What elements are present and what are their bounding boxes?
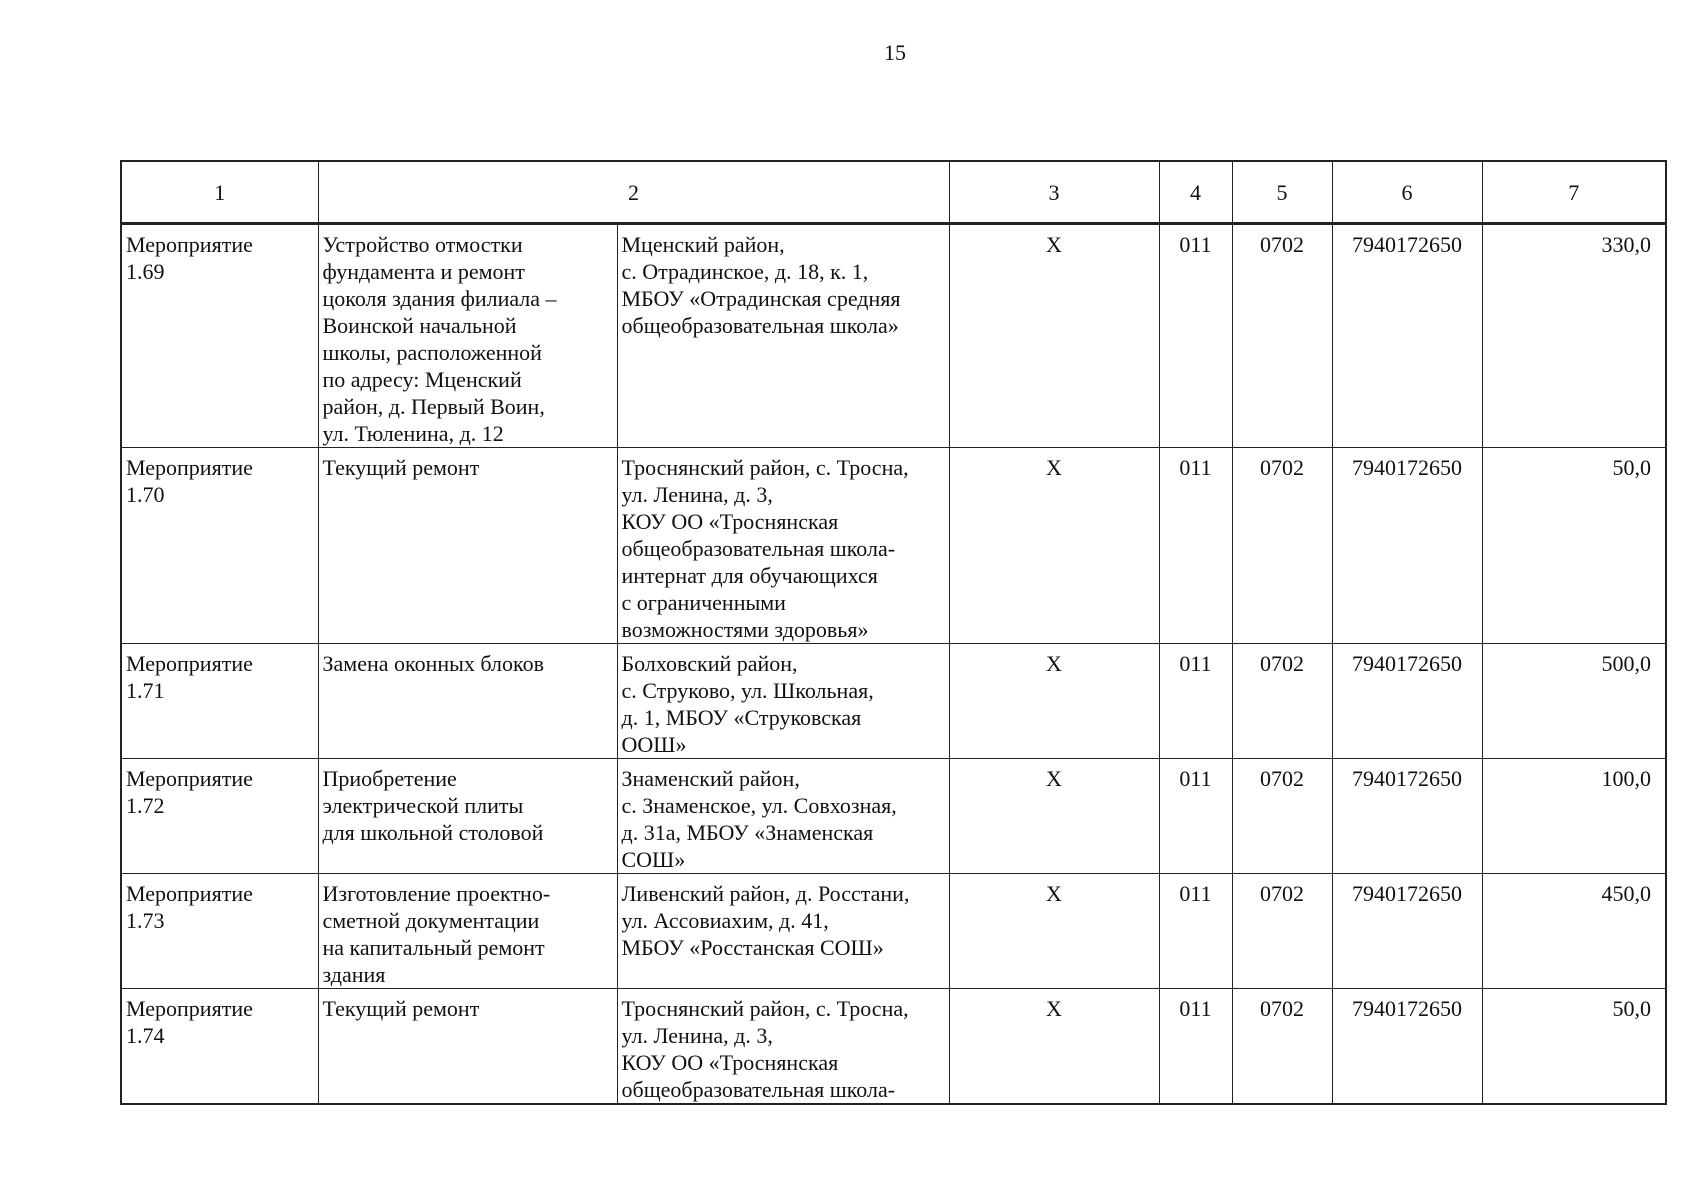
col7-cell: 100,0 xyxy=(1482,759,1666,874)
address-cell: Мценский район, с. Отрадинское, д. 18, к. 1, МБОУ «Отрадинская средняя общеобразовательная школа» xyxy=(617,224,949,448)
event-cell: Мероприятие 1.71 xyxy=(121,644,318,759)
col5-cell: 0702 xyxy=(1232,224,1332,448)
col7-cell: 500,0 xyxy=(1482,644,1666,759)
table-row xyxy=(121,759,1666,874)
event-cell: Мероприятие 1.73 xyxy=(121,874,318,989)
col4-cell: 011 xyxy=(1159,989,1232,1105)
table-row xyxy=(121,874,1666,989)
header-col-1: 1 xyxy=(121,161,318,224)
header-col-6: 6 xyxy=(1332,161,1482,224)
event-cell: Мероприятие 1.72 xyxy=(121,759,318,874)
col7-cell: 330,0 xyxy=(1482,224,1666,448)
event-cell: Мероприятие 1.70 xyxy=(121,448,318,644)
table-row xyxy=(121,448,1666,644)
description-cell: Текущий ремонт xyxy=(318,448,617,644)
description-cell: Замена оконных блоков xyxy=(318,644,617,759)
description-cell: Изготовление проектно- сметной документации на капитальный ремонт здания xyxy=(318,874,617,989)
measures-table xyxy=(120,160,1667,1105)
col4-cell: 011 xyxy=(1159,874,1232,989)
col5-cell: 0702 xyxy=(1232,759,1332,874)
address-cell: Троснянский район, с. Тросна, ул. Ленина, д. 3, КОУ ОО «Троснянская общеобразовательная школа- интернат для обучающихся с ограниченными возможностями здоровья» xyxy=(617,448,949,644)
header-col-4: 4 xyxy=(1159,161,1232,224)
header-col-5: 5 xyxy=(1232,161,1332,224)
col6-cell: 7940172650 xyxy=(1332,448,1482,644)
event-cell: Мероприятие 1.74 xyxy=(121,989,318,1105)
col3-cell: Х xyxy=(949,989,1159,1105)
col5-cell: 0702 xyxy=(1232,874,1332,989)
page-number: 15 xyxy=(884,40,906,65)
col5-cell: 0702 xyxy=(1232,989,1332,1105)
address-cell: Троснянский район, с. Тросна, ул. Ленина, д. 3, КОУ ОО «Троснянская общеобразовательная школа- xyxy=(617,989,949,1105)
header-col-2: 2 xyxy=(318,161,949,224)
col3-cell: Х xyxy=(949,448,1159,644)
col4-cell: 011 xyxy=(1159,448,1232,644)
description-cell: Приобретение электрической плиты для школьной столовой xyxy=(318,759,617,874)
col7-cell: 450,0 xyxy=(1482,874,1666,989)
col5-cell: 0702 xyxy=(1232,644,1332,759)
col4-cell: 011 xyxy=(1159,224,1232,448)
header-col-7: 7 xyxy=(1482,161,1666,224)
event-cell: Мероприятие 1.69 xyxy=(121,224,318,448)
col6-cell: 7940172650 xyxy=(1332,874,1482,989)
col3-cell: Х xyxy=(949,759,1159,874)
col3-cell: Х xyxy=(949,644,1159,759)
address-cell: Ливенский район, д. Росстани, ул. Ассовиахим, д. 41, МБОУ «Росстанская СОШ» xyxy=(617,874,949,989)
address-cell: Болховский район, с. Струково, ул. Школьная, д. 1, МБОУ «Струковская ООШ» xyxy=(617,644,949,759)
header-row xyxy=(121,161,1666,224)
table-row xyxy=(121,644,1666,759)
col7-cell: 50,0 xyxy=(1482,989,1666,1105)
table-row xyxy=(121,224,1666,448)
col4-cell: 011 xyxy=(1159,644,1232,759)
col6-cell: 7940172650 xyxy=(1332,759,1482,874)
col6-cell: 7940172650 xyxy=(1332,224,1482,448)
col4-cell: 011 xyxy=(1159,759,1232,874)
col7-cell: 50,0 xyxy=(1482,448,1666,644)
table-row xyxy=(121,989,1666,1105)
col6-cell: 7940172650 xyxy=(1332,989,1482,1105)
col3-cell: Х xyxy=(949,874,1159,989)
col5-cell: 0702 xyxy=(1232,448,1332,644)
description-cell: Текущий ремонт xyxy=(318,989,617,1105)
description-cell: Устройство отмостки фундамента и ремонт цоколя здания филиала – Воинской начальной школы, расположенной по адресу: Мценский район, д. Первый Воин, ул. Тюленина, д. 12 xyxy=(318,224,617,448)
address-cell: Знаменский район, с. Знаменское, ул. Совхозная, д. 31а, МБОУ «Знаменская СОШ» xyxy=(617,759,949,874)
col6-cell: 7940172650 xyxy=(1332,644,1482,759)
col3-cell: Х xyxy=(949,224,1159,448)
header-col-3: 3 xyxy=(949,161,1159,224)
